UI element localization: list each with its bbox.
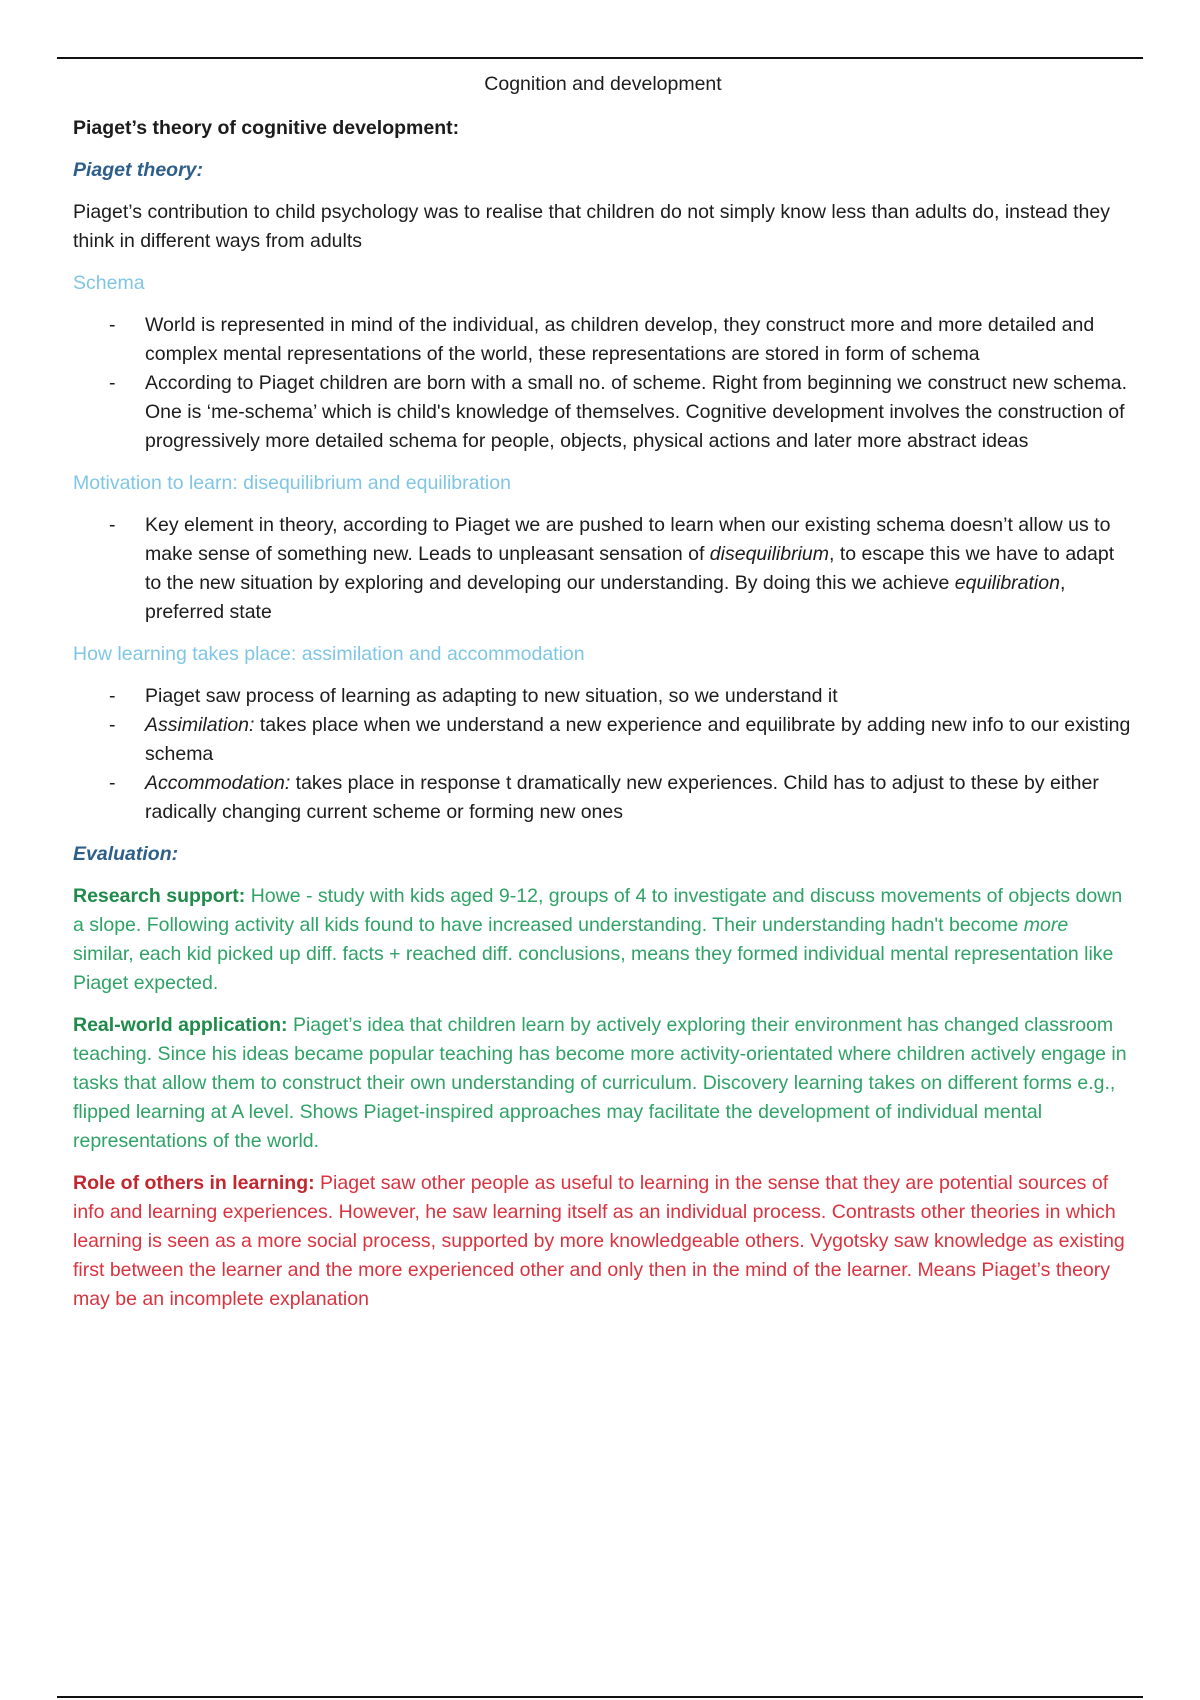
text-run: Howe - study with kids aged 9-12, groups of 4 to investigate and discuss movements of objects down a slope. Following activity all kids found to have increased understanding. Their understanding hadn't become xyxy=(73,885,1123,936)
bullet-dash: - xyxy=(109,514,116,536)
subheading-piaget-theory: Piaget theory: xyxy=(73,159,204,181)
bullet-dash: - xyxy=(109,314,116,336)
text-run: takes place in response t dramatically new experiences. Child has to adjust to these by either radically changing current scheme or forming new ones xyxy=(145,772,1099,823)
real-world-application-paragraph xyxy=(73,1011,1133,1156)
term-assimilation: Assimilation: xyxy=(145,714,255,736)
bullet-dash: - xyxy=(109,772,116,794)
real-world-application-label: Real-world application: xyxy=(73,1014,288,1036)
term-equilibration: equilibration xyxy=(954,572,1060,594)
text-run: similar, each kid picked up diff. facts + reached diff. conclusions, means they formed individual mental representation like Piaget expected. xyxy=(73,943,1114,994)
document-title: Cognition and development xyxy=(484,73,722,95)
term-disequilibrium: disequilibrium xyxy=(709,543,830,565)
list-item xyxy=(73,311,1133,369)
schema-list xyxy=(73,311,1133,456)
text-run: , to escape this we have to adapt to the new situation by exploring and developing our understanding. By doing this we achieve xyxy=(145,543,1115,594)
text-run: Piaget’s idea that children learn by actively exploring their environment has changed classroom teaching. Since his ideas became popular teaching has become more activity-orientated where children actively engage in tasks that allow them to construct their own understanding of curriculum. Discovery learning takes on different forms e.g., flipped learning at A level. Shows Piaget-inspired approaches may facilitate the development of individual mental representations of the world. xyxy=(73,1014,1127,1152)
bullet-dash: - xyxy=(109,685,116,707)
role-of-others-paragraph xyxy=(73,1169,1133,1314)
intro-paragraph: Piaget’s contribution to child psychology was to realise that children do not simply know less than adults do, instead they think in different ways from adults xyxy=(73,201,1110,252)
research-support-label: Research support: xyxy=(73,885,246,907)
text-run: takes place when we understand a new experience and equilibrate by adding new info to our existing schema xyxy=(145,714,1131,765)
bottom-rule xyxy=(57,1696,1143,1698)
bullet-dash: - xyxy=(109,372,116,394)
schema-heading: Schema xyxy=(73,272,145,294)
list-item xyxy=(73,369,1133,456)
term-accommodation: Accommodation: xyxy=(145,772,291,794)
list-item xyxy=(73,682,1133,711)
motivation-heading: Motivation to learn: disequilibrium and equilibration xyxy=(73,472,511,494)
main-heading: Piaget’s theory of cognitive development: xyxy=(73,117,460,139)
learning-heading: How learning takes place: assimilation and accommodation xyxy=(73,643,585,665)
list-item-text xyxy=(145,514,1114,623)
list-item-text: According to Piaget children are born with a small no. of scheme. Right from beginning we construct new schema. One is ‘me-schema’ which is child's knowledge of themselves. Cognitive development involves the construction of progressively more detailed schema for people, objects, physical actions and later more abstract ideas xyxy=(145,372,1127,452)
emphasis-more: more xyxy=(1023,914,1069,936)
role-of-others-label: Role of others in learning: xyxy=(73,1172,315,1194)
list-item xyxy=(73,711,1133,769)
evaluation-heading: Evaluation: xyxy=(73,843,179,865)
text-run: , preferred state xyxy=(145,572,1066,623)
document-body xyxy=(73,70,1133,1327)
list-item-text xyxy=(145,714,1130,765)
list-item-text: World is represented in mind of the individual, as children develop, they construct more and more detailed and complex mental representations of the world, these representations are stored in form of schema xyxy=(145,314,1095,365)
motivation-list xyxy=(73,511,1133,627)
list-item xyxy=(73,769,1133,827)
top-rule xyxy=(57,57,1143,59)
list-item-text xyxy=(145,772,1099,823)
learning-list xyxy=(73,682,1133,827)
text-run: Key element in theory, according to Piaget we are pushed to learn when our existing schema doesn’t allow us to make sense of something new. Leads to unpleasant sensation of xyxy=(145,514,1111,565)
bullet-dash: - xyxy=(109,714,116,736)
list-item xyxy=(73,511,1133,627)
list-item-text: Piaget saw process of learning as adapting to new situation, so we understand it xyxy=(145,685,838,707)
research-support-paragraph xyxy=(73,882,1133,998)
text-run: Piaget saw other people as useful to learning in the sense that they are potential sources of info and learning experiences. However, he saw learning itself as an individual process. Contrasts other theories in which learning is seen as a more social process, supported by more knowledgeable others. Vygotsky saw knowledge as existing first between the learner and the more experienced other and only then in the mind of the learner. Means Piaget’s theory may be an incomplete explanation xyxy=(73,1172,1125,1310)
